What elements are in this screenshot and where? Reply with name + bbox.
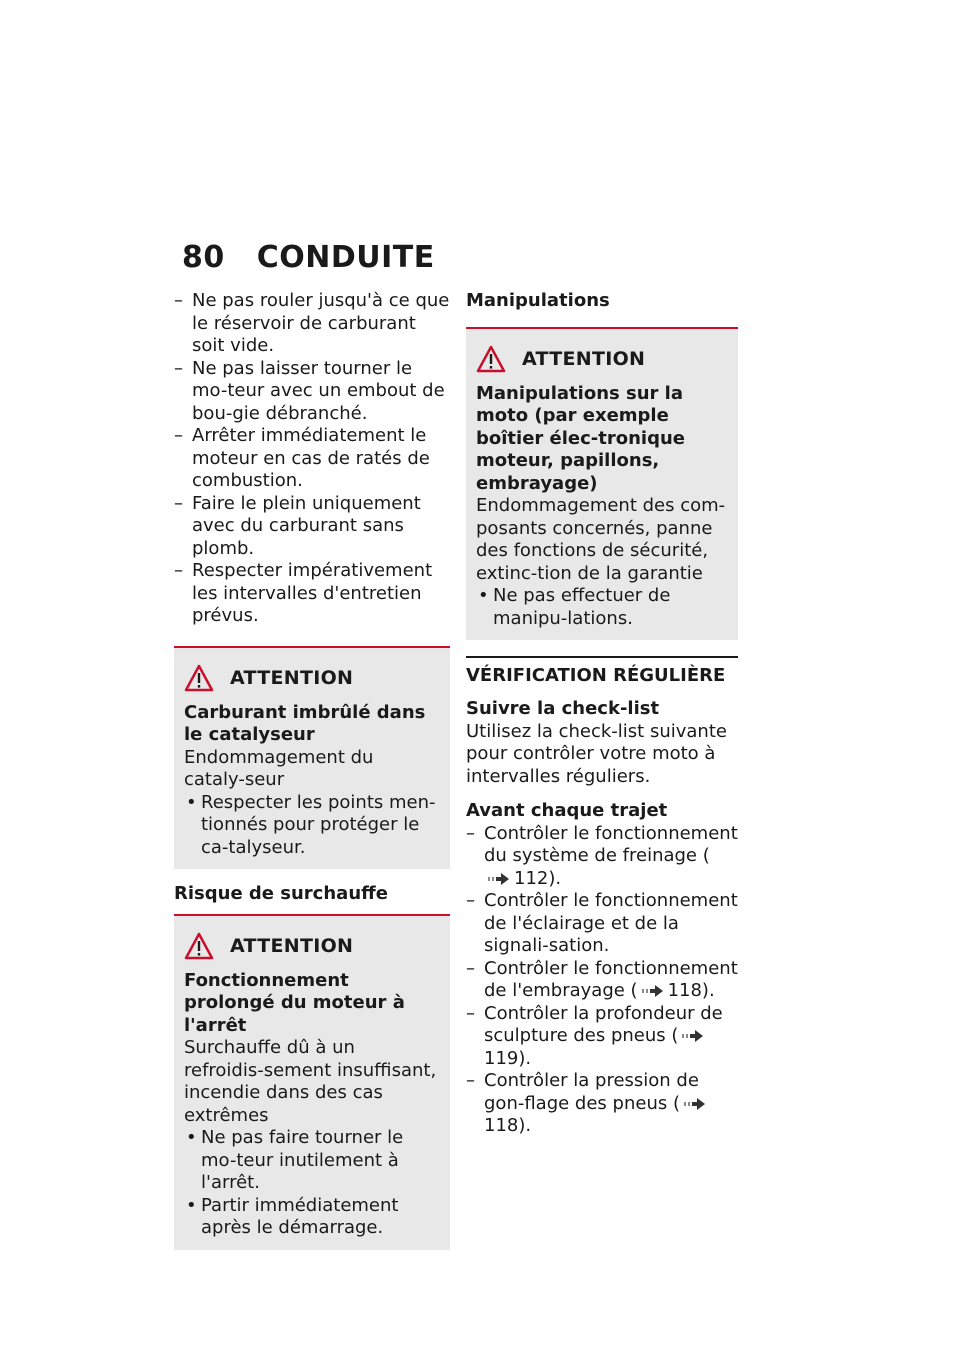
page-reference[interactable]: 119). xyxy=(484,1047,532,1069)
warning-title: Manipulations sur la moto (par exemple boîtier élec-tronique moteur, papillons, embrayage) xyxy=(476,382,686,494)
warning-triangle-icon xyxy=(184,932,214,960)
reference-arrow-icon[interactable] xyxy=(484,872,514,886)
warning-bullets xyxy=(184,1127,440,1240)
page-reference[interactable]: 118). xyxy=(667,980,715,1001)
subheading-manipulations: Manipulations xyxy=(466,290,610,311)
reference-arrow-icon[interactable] xyxy=(680,1097,710,1111)
warning-label: ATTENTION xyxy=(230,666,354,689)
section-title: CONDUITE xyxy=(256,240,435,275)
warning-header xyxy=(184,664,440,692)
bullet-item: • Partir immédiatement après le démarrage. xyxy=(184,1195,440,1240)
warning-title: Carburant imbrûlé dans le catalyseur xyxy=(184,701,426,745)
bullet-item: • Respecter les points men-tionnés pour protéger le ca-talyseur. xyxy=(184,792,440,860)
warning-text: Endommagement des com-posants concernés, panne des fonctions de sécurité, extinc-tion de la garantie xyxy=(476,495,726,584)
warning-label: ATTENTION xyxy=(230,934,354,957)
check-text: Contrôler la pression de gon-flage des pneus ( xyxy=(484,1070,699,1114)
warning-bullets xyxy=(184,792,440,860)
section-heading-regular-check: VÉRIFICATION RÉGULIÈRE xyxy=(466,656,738,688)
bullet-item: • Ne pas faire tourner le mo-teur inutilement à l'arrêt. xyxy=(184,1127,440,1195)
page-header xyxy=(182,240,435,275)
check-text: Contrôler le fonctionnement de l'éclairage et de la signali-sation. xyxy=(484,890,738,956)
check-text: Contrôler le fonctionnement du système de freinage ( xyxy=(484,822,738,866)
right-column xyxy=(466,290,738,1138)
warning-bullets xyxy=(476,585,728,630)
subheading-overheating: Risque de surchauffe xyxy=(174,883,388,904)
checklist-heading: Suivre la check-list xyxy=(466,698,660,719)
list-item: – Faire le plein uniquement avec du carburant sans plomb. xyxy=(174,493,450,561)
list-item: – Ne pas laisser tourner le mo-teur avec un embout de bou-gie débranché. xyxy=(174,358,450,426)
bullet-item: • Ne pas effectuer de manipu-lations. xyxy=(476,585,728,630)
reference-arrow-icon[interactable] xyxy=(638,984,668,998)
list-item xyxy=(466,958,738,1003)
list-item xyxy=(466,890,738,958)
warning-box-overheating xyxy=(174,914,450,1250)
checks-list xyxy=(466,823,738,1138)
check-text: Contrôler la profondeur de sculpture des pneus ( xyxy=(484,1002,723,1046)
page-reference[interactable]: 112). xyxy=(514,867,562,889)
warning-box-manipulations xyxy=(466,327,738,641)
list-item: – Arrêter immédiatement le moteur en cas de ratés de combustion. xyxy=(174,425,450,493)
warning-header xyxy=(184,932,440,960)
list-item xyxy=(466,1070,738,1138)
checklist-text: Utilisez la check-list suivante pour contrôler votre moto à intervalles réguliers. xyxy=(466,720,727,787)
page-reference[interactable]: 118). xyxy=(484,1115,532,1136)
list-item xyxy=(466,823,738,891)
warning-text: Surchauffe dû à un refroidis-sement insuffisant, incendie dans des cas extrêmes xyxy=(184,1037,437,1126)
before-trip-heading: Avant chaque trajet xyxy=(466,800,668,821)
left-column xyxy=(174,290,450,1250)
intro-list xyxy=(174,290,450,628)
warning-triangle-icon xyxy=(476,345,506,373)
check-text: Contrôler le fonctionnement de l'embrayage ( xyxy=(484,957,738,1001)
list-item: – Ne pas rouler jusqu'à ce que le réservoir de carburant soit vide. xyxy=(174,290,450,358)
list-item: – Respecter impérativement les intervalles d'entretien prévus. xyxy=(174,560,450,628)
warning-triangle-icon xyxy=(184,664,214,692)
warning-title: Fonctionnement prolongé du moteur à l'arrêt xyxy=(184,969,405,1036)
warning-box-catalyst xyxy=(174,646,450,870)
page-number: 80 xyxy=(182,240,225,275)
reference-arrow-icon[interactable] xyxy=(678,1029,708,1043)
warning-header xyxy=(476,345,728,373)
list-item xyxy=(466,1003,738,1071)
warning-text: Endommagement du cataly-seur xyxy=(184,746,374,790)
warning-label: ATTENTION xyxy=(522,347,646,370)
